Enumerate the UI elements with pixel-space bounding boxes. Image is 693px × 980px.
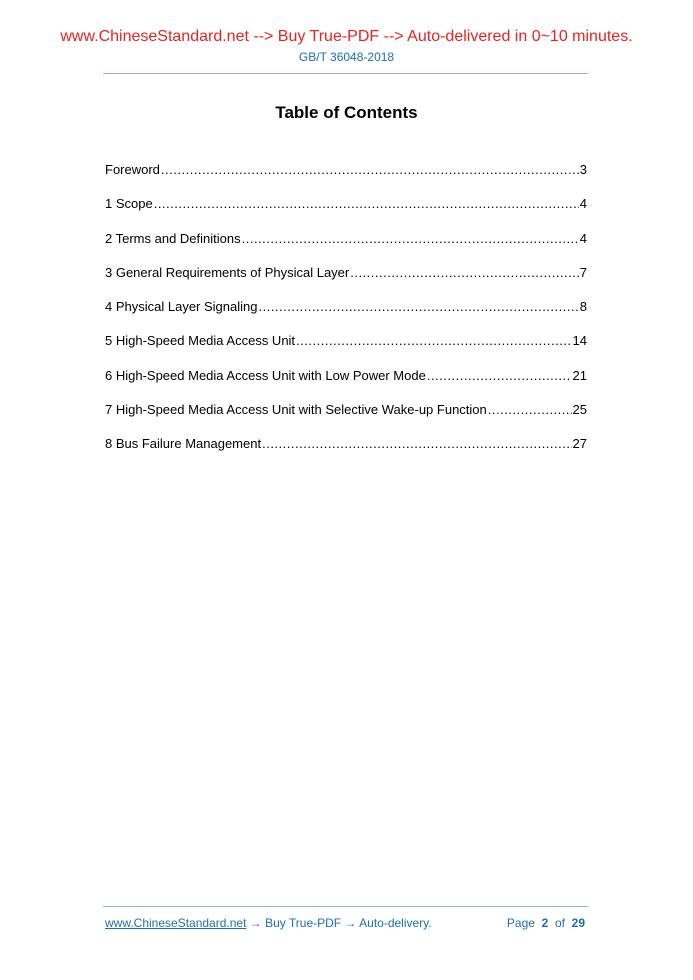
toc-entry-terms-definitions[interactable] [105,231,587,265]
toc-entry-page: 7 [579,264,587,280]
toc-entry-label: Foreword [105,162,160,177]
footer [105,916,585,930]
toc-entry-label: 7 High-Speed Media Access Unit with Selective Wake-up Function [105,402,487,418]
toc-leader-dots [350,265,579,281]
toc-entry-page: 21 [572,367,587,383]
page-current: 2 [541,916,549,930]
toc-entry-label: 8 Bus Failure Management [105,436,262,452]
toc-entry-page: 3 [579,162,587,177]
toc-leader-dots [258,299,578,315]
header-divider [103,73,588,74]
page-label: Page [506,916,535,930]
document-code: GB/T 36048-2018 [298,50,395,64]
toc-leader-dots [296,333,571,349]
toc-entry-general-requirements[interactable] [105,265,587,299]
toc-entry-label: 1 Scope [105,196,153,212]
toc-entry-scope[interactable] [105,196,587,230]
toc-leader-dots [427,368,572,384]
toc-entry-foreword[interactable] [105,162,587,196]
toc-leader-dots [161,162,579,178]
toc-leader-dots [242,231,579,247]
toc-entry-label: 6 High-Speed Media Access Unit with Low Power Mode [105,367,426,383]
toc-leader-dots [262,436,571,452]
page-total: 29 [571,916,585,930]
toc-entry-hs-media-access-unit[interactable] [105,333,587,367]
toc-entry-page: 14 [572,333,587,349]
toc-entry-bus-failure-management[interactable] [105,436,587,470]
toc-entry-page: 4 [579,230,587,246]
page-of-label: of [554,916,565,930]
page-indicator [507,916,585,930]
toc-entry-page: 8 [579,299,587,315]
header-banner[interactable]: www.ChineseStandard.net --> Buy True-PDF --> Auto-delivered in 0~10 minutes. [60,28,633,45]
toc-entry-physical-layer-signaling[interactable] [105,299,587,333]
toc-leader-dots [488,402,572,418]
toc-entry-page: 27 [572,436,587,452]
toc-entry-label: 2 Terms and Definitions [105,230,241,246]
footer-divider [103,906,588,907]
footer-site-link[interactable]: www.ChineseStandard.net [105,916,247,930]
toc-entry-low-power-mode[interactable] [105,368,587,402]
toc-entry-selective-wake-up[interactable] [105,402,587,436]
toc-entry-label: 3 General Requirements of Physical Layer [105,264,350,280]
footer-left [105,916,432,930]
arrow-right-icon: → [341,916,360,930]
toc-title: Table of Contents [275,103,418,122]
toc-list [105,162,587,471]
footer-auto-text: Auto-delivery. [359,916,432,930]
toc-entry-page: 25 [572,402,587,418]
toc-entry-page: 4 [579,196,587,212]
toc-leader-dots [154,196,579,212]
toc-entry-label: 4 Physical Layer Signaling [105,299,258,315]
toc-entry-label: 5 High-Speed Media Access Unit [105,333,296,349]
footer-buy-text: Buy True-PDF [265,916,342,930]
arrow-right-icon: → [246,916,266,930]
